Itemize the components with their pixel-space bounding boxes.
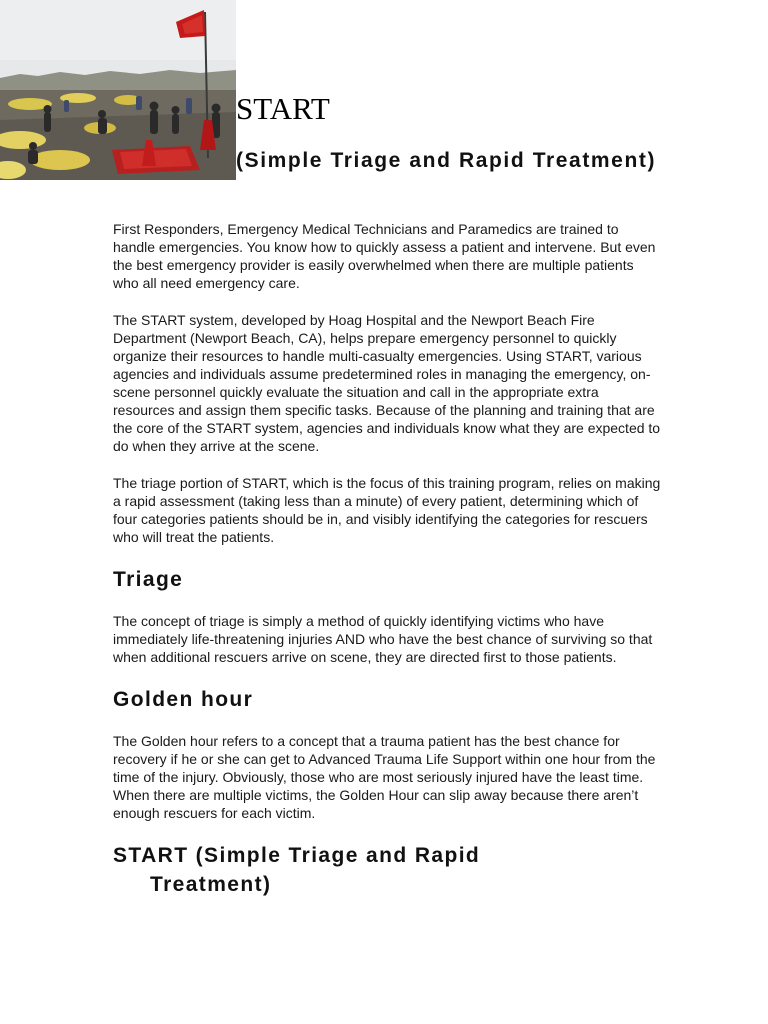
triage-paragraph: The concept of triage is simply a method of quickly identifying victims who have immediately life-threatening injuries AND who have the best chance of surviving so that when additional rescuers arrive on scene, they are directed first to those patients. bbox=[113, 613, 653, 665]
document-body bbox=[113, 220, 661, 917]
page-subtitle: (Simple Triage and Rapid Treatment) bbox=[236, 149, 657, 172]
intro-paragraph-2: The START system, developed by Hoag Hospital and the Newport Beach Fire Department (Newport Beach, CA), helps prepare emergency personnel to quickly organize their resources to handle multi-casualty emergencies. Using START, various agencies and individuals assume predetermined roles in managing the emergency, on-scene personnel quickly evaluate the situation and call in the appropriate extra resources and assign them specific tasks. Because of the planning and training that are the core of the START system, agencies and individuals know what they are expected to do when they arrive at the scene. bbox=[113, 312, 661, 454]
disaster-scene-photo bbox=[0, 0, 236, 180]
intro-paragraph-3: The triage portion of START, which is the focus of this training program, relies on making a rapid assessment (taking less than a minute) of every patient, determining which of four categories patients should be in, and visibly identifying the categories for rescuers who will treat the patients. bbox=[113, 475, 661, 545]
page-title: START bbox=[236, 91, 330, 126]
golden-hour-paragraph: The Golden hour refers to a concept that a trauma patient has the best chance for recovery if he or she can get to Advanced Trauma Life Support within one hour from the time of the injury. Obviously, those who are most seriously injured have the least time. When there are multiple victims, the Golden Hour can slip away because there aren’t enough rescuers for each victim. bbox=[113, 733, 656, 821]
golden-hour-heading: Golden hour bbox=[113, 688, 254, 711]
start-section-heading: START (Simple Triage and Rapid Treatment) bbox=[113, 844, 481, 896]
intro-paragraph-1: First Responders, Emergency Medical Technicians and Paramedics are trained to handle emergencies. You know how to quickly assess a patient and intervene. But even the best emergency provider is easily overwhelmed when there are multiple patients who all need emergency care. bbox=[113, 221, 656, 291]
triage-heading: Triage bbox=[113, 568, 184, 591]
